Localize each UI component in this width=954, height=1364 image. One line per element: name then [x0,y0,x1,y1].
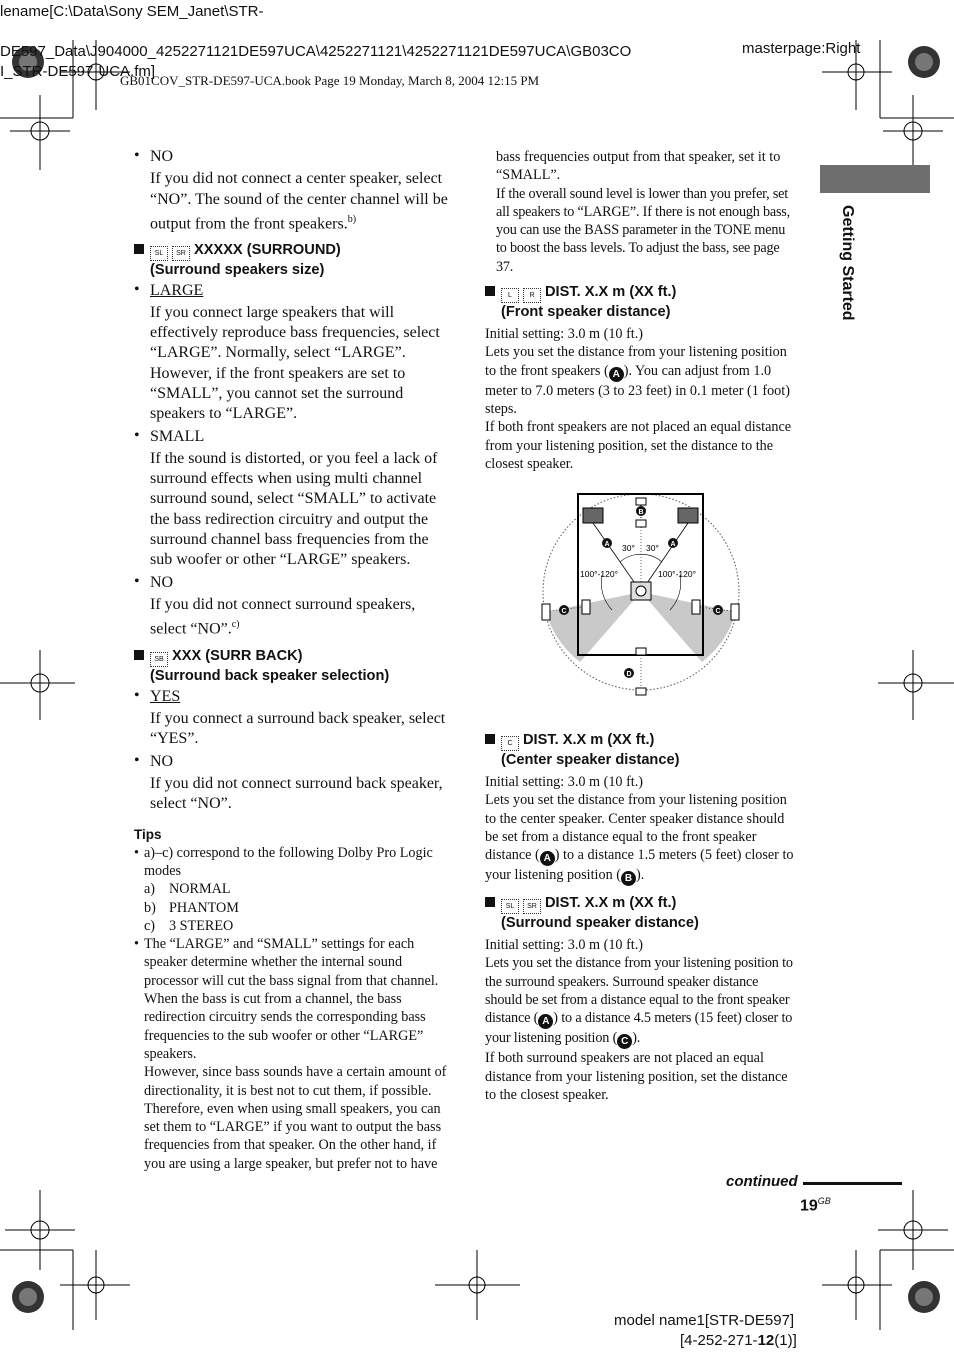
speaker-placement-diagram [540,490,745,705]
paragraph: Lets you set the distance from your listening position to the surround speakers. Surround speaker distance should be set from a distance equal to the front speaker distance ( A ) to a distance 4.5 meters (15 feet) closer to your listening position ( C ). [485,955,793,1048]
center-speaker-icon [636,520,646,527]
section-front-distance [485,283,798,321]
mode-item: b) PHANTOM [144,899,239,916]
option-no-text: If you did not connect a center speaker, select “NO”. The sound of the center channel will be output from the front speakers.$^{b)}$ [150,170,448,233]
label-c: C [715,608,721,615]
paragraph: If both surround speakers are not placed an equal distance from your listening position, set the distance to the closest speaker. [485,1050,788,1103]
right-column-lower [485,731,798,1104]
initial-setting: Initial setting: 3.0 m (10 ft.) [485,774,644,790]
filename-line-3: I_STR-DE597-UCA.fm] [0,63,156,80]
tip-item: • The “LARGE” and “SMALL” settings for each speaker determine whether the internal sound processor will cut the bass signal from that channel. When the bass is cut from a channel, the bass redirection circuitry sends the corresponding bass frequencies to the sub woofer or other “LARGE” speakers. However, since bass sounds have a certain amount of directionality, it is best not to cut them, if possible. Therefore, even when using small speakers, you can set them to “LARGE” if you want to output the bass frequencies from that speaker. On the other hand, if you are using a large speaker, but prefer not to have [134,936,447,1172]
section-bullet-icon [485,734,495,744]
masterpage-label: masterpage:Right [742,40,861,57]
option-small-label: SMALL [150,427,205,445]
option-no-text: If you did not connect surround speakers, select “NO”.$^{c)}$ [150,595,416,638]
surround-back-speaker-icon [636,688,646,695]
surround-right-speaker-icon [731,604,739,620]
mode-item: c) 3 STEREO [144,917,234,934]
speaker-c-icon: C [501,736,519,751]
section-surround-distance [485,894,798,932]
label-b: B [638,509,644,516]
speaker-r-icon: R [523,288,541,303]
continued-rule [803,1182,902,1185]
section-bullet-icon [134,650,144,660]
section-title: DIST. X.X m (XX ft.) [545,284,677,301]
speaker-sl-icon: SL [501,899,519,914]
speaker-sb-icon: SB [150,652,168,667]
option-large-text: If you connect large speakers that will effectively reproduce bass frequencies, select “LARGE”. Normally, select “LARGE”. However, if the front speakers are set to “SMALL”, you cannot set the surround speakers to “LARGE”. [150,303,440,423]
initial-setting: Initial setting: 3.0 m (10 ft.) [485,937,644,954]
range-left-label: 100°-120° [580,569,618,579]
mode-list [144,880,448,935]
section-subtitle: (Surround back speaker selection) [150,667,390,684]
angle-left-label: 30° [622,543,635,553]
list-item: • NO If you did not connect surround speakers, select “NO”.$^{c)}$ [134,573,448,640]
circle-c-icon: C [617,1034,632,1049]
list-item: • NO If you did not connect surround back speaker, select “NO”. [134,752,448,815]
surround-back-speaker-icon [636,648,646,655]
front-left-speaker-icon [583,508,603,523]
section-subtitle: (Front speaker distance) [501,304,671,321]
section-surround [134,241,448,279]
section-surr-back [134,647,448,685]
section-title: XXX (SURR BACK) [172,647,303,664]
mode-item: a) NORMAL [144,881,231,898]
model-line-1: model name1[STR-DE597] [614,1312,795,1329]
filename-line-2: DE597_Data\J904000_4252271121DE597UCA\4252271121\4252271121DE597UCA\GB03CO [0,43,632,60]
surround-left-speaker-icon [582,600,590,614]
paragraph: If both front speakers are not placed an equal distance from your listening position, set the distance to the closest speaker. [485,419,792,472]
section-subtitle: (Surround speaker distance) [501,915,699,932]
tips-title: Tips [134,826,162,842]
option-no-label: NO [150,752,174,770]
surround-left-speaker-icon [542,604,550,620]
angle-right-label: 30° [646,543,659,553]
continued-text: bass frequencies output from that speaker, set it to “SMALL”. [496,149,781,184]
circle-b-icon: B [621,871,636,886]
left-surround-zone [546,592,641,662]
section-subtitle: (Surround speakers size) [150,261,325,278]
filename-line-1: lename[C:\Data\Sony SEM_Janet\STR- [0,3,264,20]
left-column [134,147,448,1173]
speaker-sr-icon: SR [523,899,541,914]
paragraph: Lets you set the distance from your listening position to the front speakers ( A ). You can adjust from 1.0 meter to 7.0 meters (3 to 23 feet) in 0.1 meter (1 foot) steps. [485,344,790,417]
tip-item: • a)–c) correspond to the following Dolby Pro Logic modes [134,844,433,879]
section-subtitle: (Center speaker distance) [501,752,680,768]
initial-setting: Initial setting: 3.0 m (10 ft.) [485,326,644,343]
paragraph: Lets you set the distance from your listening position to the center speaker. Center speaker distance should be set from a distance equal to the front speaker distance ( A ) to a distance 1.5 meters (5 feet) closer to your listening position ( B ). [485,792,794,885]
side-tab-bar [820,165,930,193]
speaker-sr-icon: SR [172,246,190,261]
speaker-l-icon: L [501,288,519,303]
label-a: A [670,541,676,548]
list-item: • YES If you connect a surround back speaker, select “YES”. [134,687,448,750]
section-title: DIST. X.X m (XX ft.) [545,895,677,912]
side-tab [812,205,866,335]
right-column [485,148,798,473]
range-right-label: 100°-120° [658,569,696,579]
right-surround-zone [641,592,736,662]
surround-right-speaker-icon [692,600,700,614]
list-item: • SMALL If the sound is distorted, or you feel a lack of surround effects when using multi channel surround sound, select “SMALL” to activate the bass redirection circuitry and output the surround channel bass frequencies from the sub woofer or other “LARGE” speakers. [134,427,448,571]
section-bullet-icon [485,897,495,907]
list-item: • NO If you did not connect a center speaker, select “NO”. The sound of the center channel will be output from the front speakers.$^{b)}$ [134,147,448,235]
section-bullet-icon [485,286,495,296]
side-tab-label: Getting Started [839,205,856,321]
option-large-label: LARGE [150,281,204,299]
continued-label: continued [726,1173,798,1190]
list-item: • LARGE If you connect large speakers that will effectively reproduce bass frequencies, select “LARGE”. Normally, select “LARGE”. However, if the front speakers are set to “SMALL”, you cannot set the surround speakers to “LARGE”. [134,281,448,425]
label-a: A [604,541,610,548]
option-small-text: If the sound is distorted, or you feel a lack of surround effects when using multi channel surround sound, select “SMALL” to activate the bass redirection circuitry and output the surround channel bass frequencies from the sub woofer or other “LARGE” speakers. [150,449,438,569]
section-center-distance [485,731,798,769]
circle-a-icon: A [538,1014,553,1029]
book-line: GB01COV_STR-DE597-UCA.book Page 19 Monday, March 8, 2004 12:15 PM [120,73,540,88]
label-c: C [561,608,567,615]
option-no-label: NO [150,573,174,591]
section-title: XXXXX (SURROUND) [194,241,341,258]
option-yes-text: If you connect a surround back speaker, select “YES”. [150,710,446,748]
option-yes-label: YES [150,687,181,705]
option-no-text: If you did not connect surround back speaker, select “NO”. [150,775,443,813]
continued-text: If the overall sound level is lower than you prefer, set all speakers to “LARGE”. If there is not enough bass, you can use the BASS parameter in the TONE menu to boost the bass levels. To adjust the bass, see page 37. [496,185,790,275]
center-speaker-icon [636,498,646,505]
section-bullet-icon [134,244,144,254]
model-line-2: [4-252-271-12(1)] [680,1332,797,1349]
page-number: $19^{GB}$ [800,1196,831,1215]
circle-a-icon: A [540,851,555,866]
circle-a-icon: A [609,367,624,382]
label-d: D [626,671,632,678]
speaker-sl-icon: SL [150,246,168,261]
front-right-speaker-icon [678,508,698,523]
option-no-label: NO [150,148,174,165]
section-title: DIST. X.X m (XX ft.) [523,732,655,748]
